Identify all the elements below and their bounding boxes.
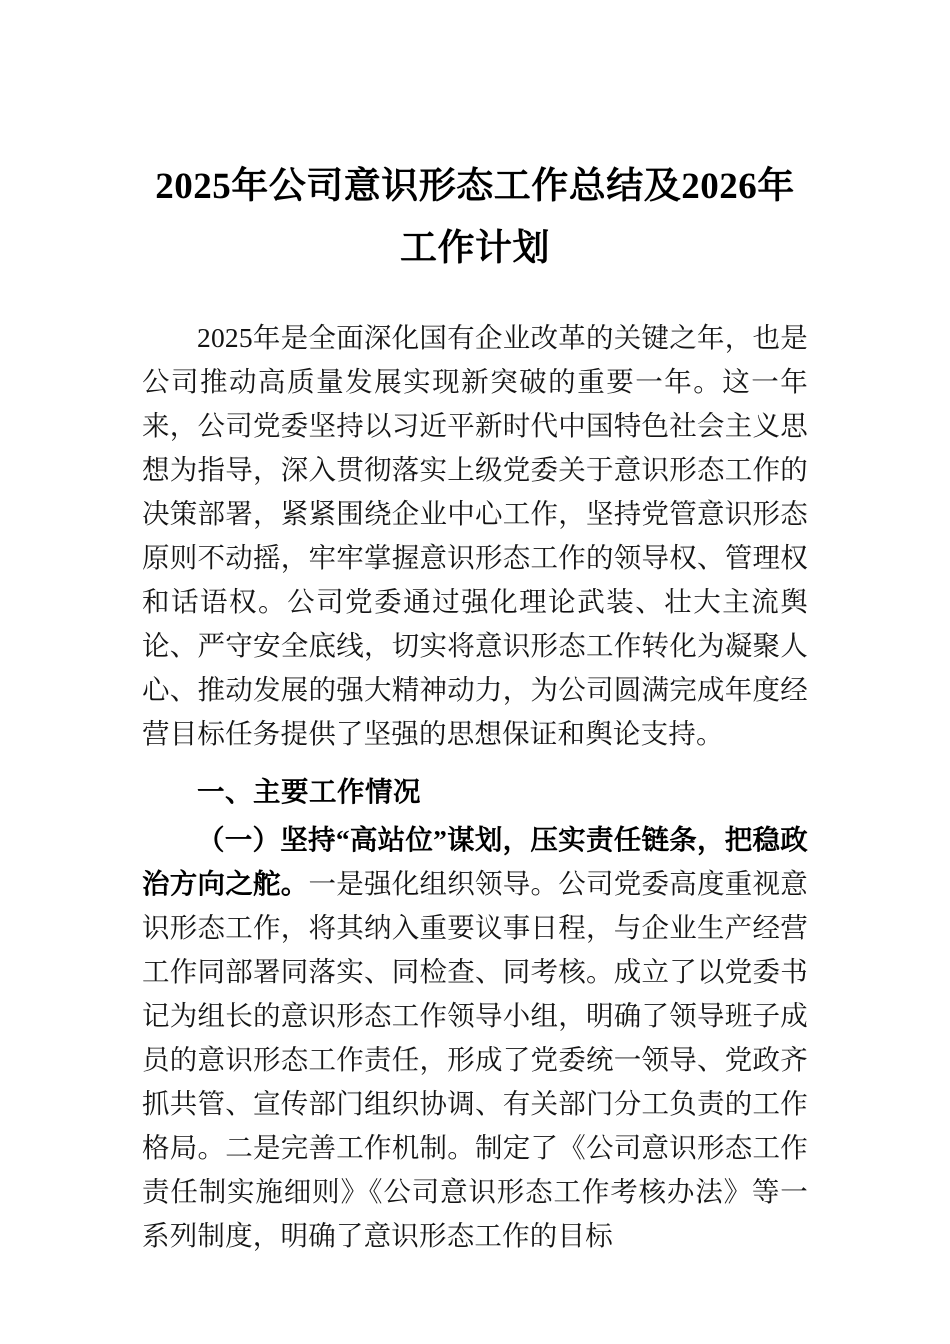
page-title: 2025年公司意识形态工作总结及2026年工作计划 (155, 166, 795, 269)
intro-paragraph: 2025年是全面深化国有企业改革的关键之年，也是公司推动高质量发展实现新突破的重要一年。这一年来，公司党委坚持以习近平新时代中国特色社会主义思想为指导，深入贯彻落实上级党委关于意识形态工作的决策部署，紧紧围绕企业中心工作，坚持党管意识形态原则不动摇，牢牢掌握意识形态工作的领导权、管理权和话语权。公司党委通过强化理论武装、壮大主流舆论、严守安全底线，切实将意识形态工作转化为凝聚人心、推动发展的强大精神动力，为公司圆满完成年度经营目标任务提供了坚强的思想保证和舆论支持。 (142, 322, 808, 749)
page-content-area (142, 150, 808, 1258)
subsection-one-body-text: 一是强化组织领导。公司党委高度重视意识形态工作，将其纳入重要议事日程，与企业生产经营工作同部署同落实、同检查、同考核。成立了以党委书记为组长的意识形态工作领导小组，明确了领导班子成员的意识形态工作责任，形成了党委统一领导、党政齐抓共管、宣传部门组织协调、有关部门分工负责的工作格局。二是完善工作机制。制定了《公司意识形态工作责任制实施细则》《公司意识形态工作考核办法》等一系列制度，明确了意识形态工作的目标 (142, 868, 808, 1251)
subsection-one-paragraph (142, 818, 808, 1258)
subsection-one-lead-bold: （一）坚持“高站位”谋划，压实责任链条，把稳政治方向之舵。 (142, 824, 808, 899)
section-heading-main-work: 一、主要工作情况 (197, 776, 421, 807)
